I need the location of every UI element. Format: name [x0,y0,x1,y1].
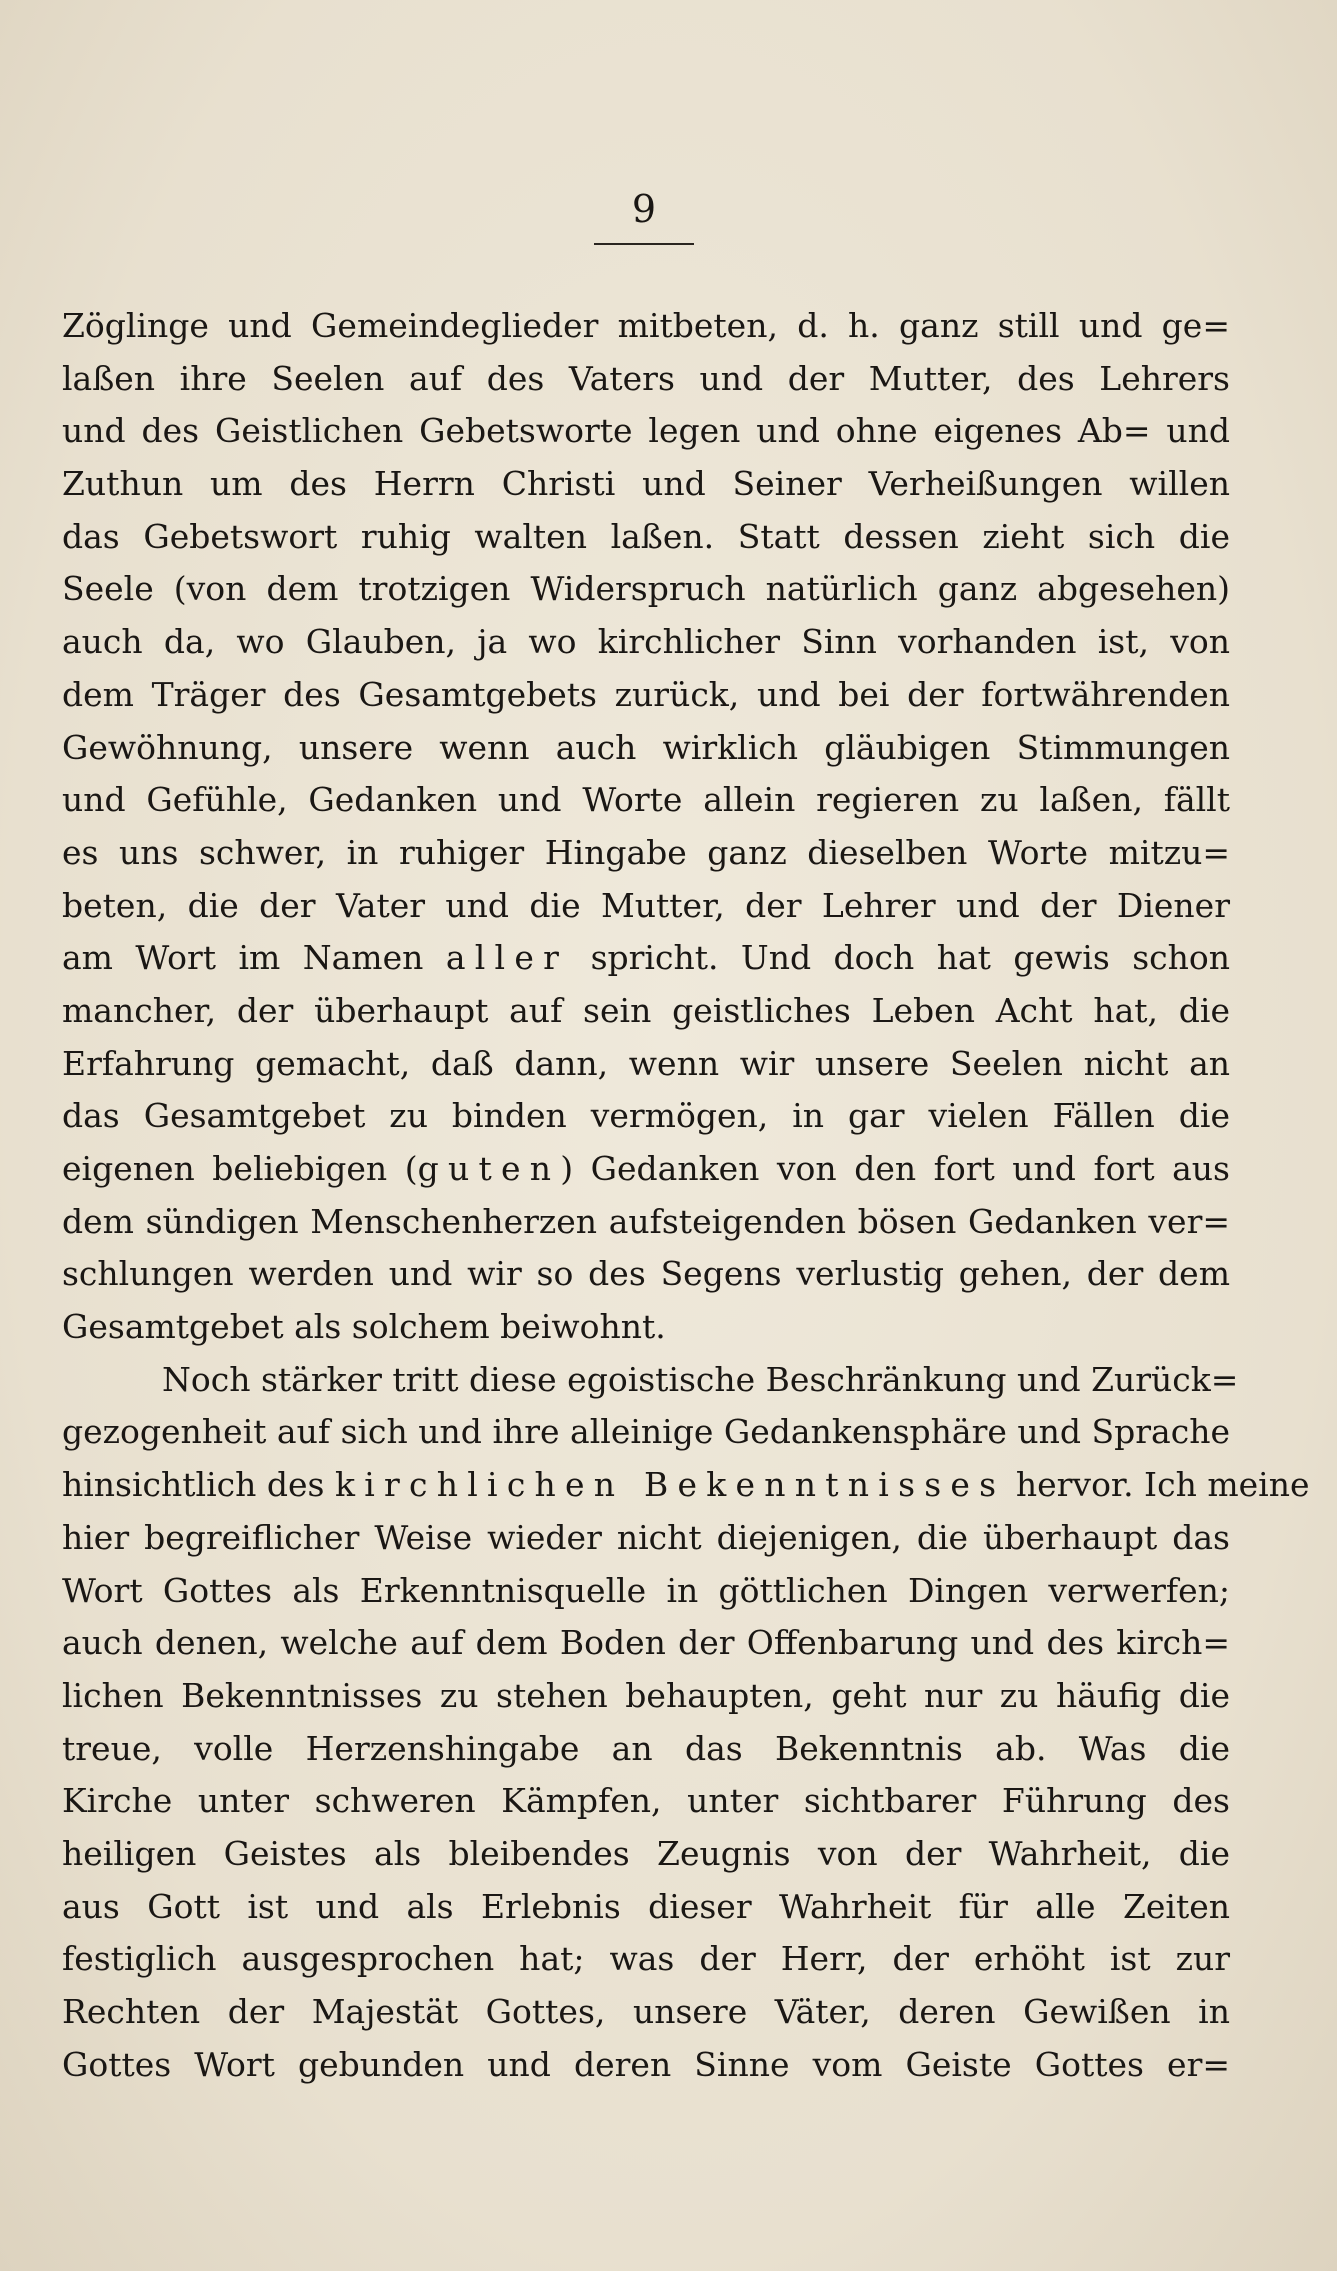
text-line: laßen ihre Seelen auf des Vaters und der Mutter, des Lehrers [62,358,1230,398]
text-line: mancher, der überhaupt auf sein geistliches Leben Acht hat, die [62,990,1230,1030]
text-line: Rechten der Majestät Gottes, unsere Väter, deren Gewißen in [62,1992,1230,2031]
text-line: es uns schwer, in ruhiger Hingabe ganz dieselben Worte mitzu= [62,832,1230,872]
text-run: ) Gedanken von den fort und fort aus [560,1149,1230,1188]
text-line: Zuthun um des Herrn Christi und Seiner Verheißungen willen [62,464,1230,504]
text-line: und Gefühle, Gedanken und Worte allein regieren zu laßen, fällt [62,780,1230,820]
text-line: Gottes Wort gebunden und deren Sinne vom Geiste Gottes er= [62,2044,1230,2084]
text-line: aus Gott ist und als Erlebnis dieser Wahrheit für alle Zeiten [62,1886,1230,1926]
body-text [62,300,1310,2091]
text-run: am Wort im Namen [62,938,446,978]
text-line: hier begreiflicher Weise wieder nicht diejenigen, die überhaupt das [62,1517,1230,1557]
text-line: auch denen, welche auf dem Boden der Offenbarung und des kirch= [62,1623,1230,1663]
page-number-rule [594,243,694,245]
text-line: Zöglinge und Gemeindeglieder mitbeten, d. h. ganz still und ge= [62,306,1230,345]
text-line: beten, die der Vater und die Mutter, der Lehrer und der Diener [62,885,1230,925]
spaced-emphasis: guten [417,1149,561,1188]
text-line: heiligen Geistes als bleibendes Zeugnis von der Wahrheit, die [62,1833,1230,1873]
text-run: hervor. Ich meine [1005,1465,1310,1505]
text-line: Gewöhnung, unsere wenn auch wirklich gläubigen Stimmungen [62,727,1230,767]
text-line: auch da, wo Glauben, ja wo kirchlicher Sinn vorhanden ist, von [62,622,1230,662]
text-line: Seele (von dem trotzigen Widerspruch natürlich ganz abgesehen) [62,569,1230,609]
text-run: hinsichtlich des [62,1465,335,1505]
text-line: das Gebetswort ruhig walten laßen. Statt dessen zieht sich die [62,516,1230,556]
text-line: lichen Bekenntnisses zu stehen behaupten, geht nur zu häufig die [62,1675,1230,1715]
text-line: treue, volle Herzenshingabe an das Bekenntnis ab. Was die [62,1728,1230,1768]
text-line: Noch stärker tritt diese egoistische Beschränkung und Zurück= [162,1359,1239,1399]
text-line: festiglich ausgesprochen hat; was der Herr, der erhöht ist zur [62,1939,1230,1979]
text-line: dem sündigen Menschenherzen aufsteigenden bösen Gedanken ver= [62,1201,1230,1241]
spaced-emphasis: aller [445,938,569,978]
text-line [62,1459,1310,1512]
text-line [62,932,1230,985]
text-line: Gesamtgebet als solchem beiwohnt. [62,1307,666,1347]
page-number: 9 [631,187,657,231]
text-line: Erfahrung gemacht, daß dann, wenn wir unsere Seelen nicht an [62,1043,1230,1083]
text-run: spricht. Und doch hat gewis schon [568,938,1230,978]
spaced-emphasis: kirchlichen Bekenntnisses [334,1465,1006,1505]
text-line: Kirche unter schweren Kämpfen, unter sichtbarer Führung des [62,1781,1230,1821]
text-line: gezogenheit auf sich und ihre alleinige Gedankensphäre und Sprache [62,1412,1230,1452]
text-line: das Gesamtgebet zu binden vermögen, in gar vielen Fällen die [62,1096,1230,1136]
text-line [62,1143,1230,1196]
text-line: und des Geistlichen Gebetsworte legen und ohne eigenes Ab= und [62,411,1230,451]
text-line: schlungen werden und wir so des Segens verlustig gehen, der dem [62,1254,1230,1294]
text-run: eigenen beliebigen ( [62,1149,418,1188]
text-line: Wort Gottes als Erkenntnisquelle in göttlichen Dingen verwerfen; [62,1570,1230,1610]
text-line: dem Träger des Gesamtgebets zurück, und bei der fortwährenden [62,674,1230,714]
